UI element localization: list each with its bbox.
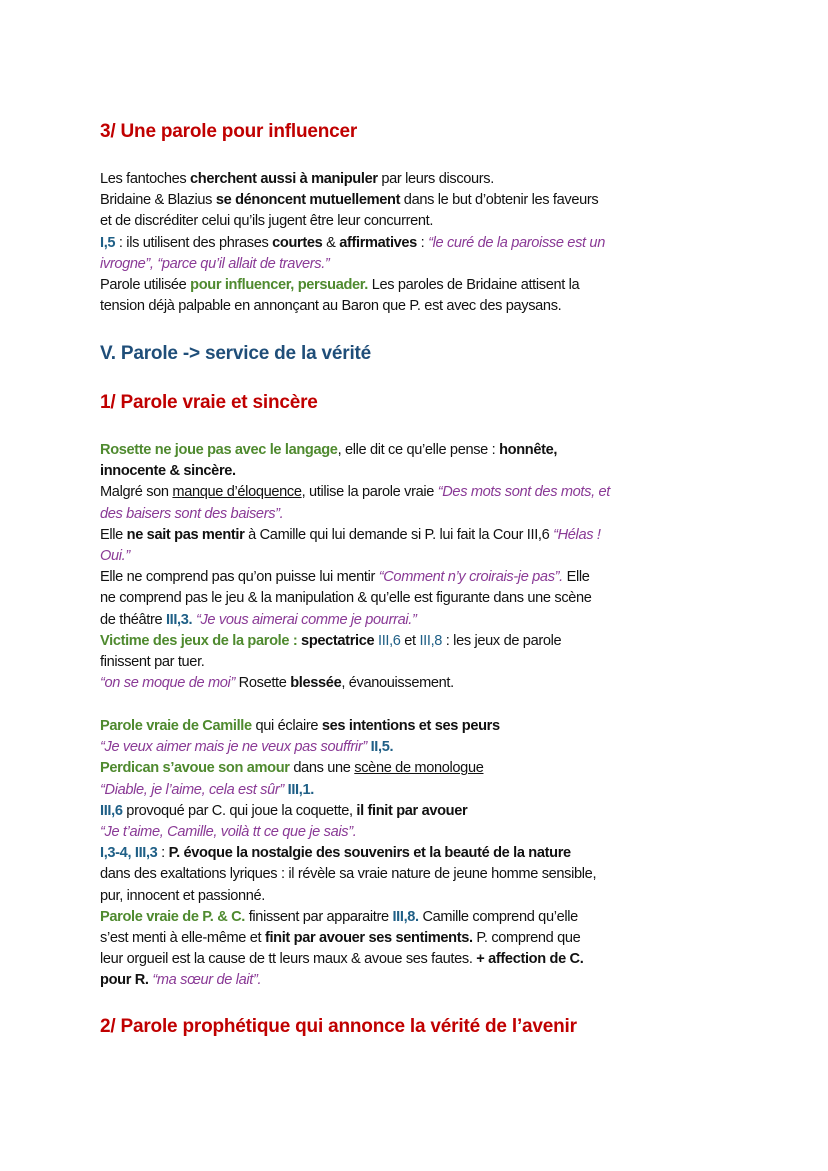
text-run: Elle ne comprend pas qu’on puisse lui mentir — [100, 569, 379, 586]
text-line — [100, 567, 610, 588]
text-line — [100, 631, 610, 652]
text-run: dans des exaltations lyriques : il révèle sa vraie nature de jeune homme sensible, — [100, 866, 597, 883]
quote: “Je veux aimer mais je ne veux pas souffrir” — [100, 739, 367, 756]
text-run: et — [400, 632, 420, 649]
text-line — [100, 254, 605, 275]
text-line — [100, 296, 605, 317]
text-run: Parole vraie de P. & C. — [100, 908, 245, 925]
text-line — [100, 716, 596, 737]
text-line — [100, 461, 610, 482]
text-line — [100, 504, 610, 525]
text-run: Elle — [562, 569, 590, 586]
text-line — [100, 886, 596, 907]
scene-reference: III,1. — [287, 781, 314, 798]
text-line — [100, 482, 610, 503]
text-run: provoqué par C. qui joue la coquette, — [122, 802, 357, 819]
text-run: Les paroles de Bridaine attisent la — [368, 276, 580, 293]
text-line — [100, 801, 596, 822]
text-line — [100, 610, 610, 631]
quote: “le curé de la paroisse est un — [428, 234, 605, 251]
scene-reference: II,5. — [370, 739, 394, 756]
section-heading-parole-prophetique: 2/ Parole prophétique qui annonce la vérité de l’avenir — [100, 1016, 577, 1037]
scene-reference: III,8. — [392, 908, 419, 925]
text-run: + affection de C. — [476, 951, 584, 968]
text-run: finissent par tuer. — [100, 653, 205, 670]
text-run: : — [416, 234, 429, 251]
text-run: : ils utilisent des phrases — [115, 234, 273, 251]
quote: “Diable, je l’aime, cela est sûr” — [100, 781, 284, 798]
text-line — [100, 864, 596, 885]
quote: “on se moque de moi” — [100, 675, 235, 692]
text-line — [100, 758, 596, 779]
text-line — [100, 949, 596, 970]
text-run: de théâtre — [100, 611, 166, 628]
text-run: innocente & sincère. — [100, 463, 236, 480]
text-run: & — [322, 234, 340, 251]
quote: “Comment n’y croirais-je pas”. — [378, 569, 563, 586]
text-run: , évanouissement. — [341, 675, 454, 692]
text-run: honnête, — [499, 442, 558, 458]
text-run: cherchent aussi à manipuler — [190, 171, 378, 187]
text-line — [100, 907, 596, 928]
text-run: Bridaine & Blazius — [100, 192, 216, 209]
text-run: finit par avouer ses sentiments. — [264, 929, 473, 946]
text-run: Camille comprend qu’elle — [418, 908, 578, 925]
quote: des baisers sont des baisers”. — [100, 505, 284, 522]
text-line — [100, 822, 596, 843]
text-run: pour influencer, persuader. — [190, 276, 369, 293]
scene-reference: III,3. — [165, 611, 193, 628]
text-line — [100, 928, 596, 949]
text-run: P. comprend que — [472, 929, 581, 946]
text-run: et de discréditer celui qu’ils jugent être leur concurrent. — [100, 213, 434, 230]
text-run: courtes — [272, 234, 323, 251]
text-run: ne sait pas mentir — [126, 526, 245, 543]
text-line — [100, 673, 610, 694]
text-line — [100, 737, 596, 758]
text-run: dans une — [289, 760, 355, 777]
text-line — [100, 169, 605, 190]
text-run: pour R. — [100, 972, 149, 989]
text-line — [100, 843, 596, 864]
paragraph-influencer — [100, 169, 605, 317]
text-run: spectatrice — [301, 632, 375, 649]
quote: “Des mots sont des mots, et — [437, 484, 610, 501]
text-run: Elle — [100, 526, 127, 543]
text-run: manque d’éloquence — [172, 484, 302, 501]
scene-reference: III,8 — [419, 632, 443, 649]
text-run: leur orgueil est la cause de tt leurs maux & avoue ses fautes. — [100, 951, 477, 968]
text-run: Malgré son — [100, 484, 173, 501]
text-line — [100, 970, 596, 991]
quote: ivrogne”, “parce qu’il allait de travers.” — [100, 255, 330, 272]
text-run: Perdican s’avoue son amour — [100, 760, 290, 777]
text-run: s’est menti à elle-même et — [100, 929, 265, 946]
text-run: qui éclaire — [251, 718, 322, 734]
text-line — [100, 190, 605, 211]
text-run: Victime des jeux de la parole : — [100, 632, 302, 649]
text-run: ses intentions et ses peurs — [321, 718, 500, 734]
text-line — [100, 780, 596, 801]
text-run: : les jeux de parole — [442, 632, 562, 649]
section-heading-parole-vraie: 1/ Parole vraie et sincère — [100, 392, 318, 413]
text-run: Rosette — [234, 675, 291, 692]
quote: “Je vous aimerai comme je pourrai.” — [195, 611, 417, 628]
text-run: Parole vraie de Camille — [100, 718, 252, 734]
chapter-heading-verite: V. Parole -> service de la vérité — [100, 343, 372, 364]
text-line — [100, 440, 610, 461]
paragraph-rosette — [100, 440, 610, 694]
text-run: Rosette ne joue pas avec le langage — [100, 442, 338, 458]
text-run: , elle dit ce qu’elle pense : — [337, 442, 500, 458]
text-run: tension déjà palpable en annonçant au Baron que P. est avec des paysans. — [100, 298, 562, 315]
text-run: pur, innocent et passionné. — [100, 887, 265, 904]
text-line — [100, 588, 610, 609]
text-run: se dénoncent mutuellement — [215, 192, 401, 209]
scene-reference: I,3-4, III,3 — [100, 845, 158, 862]
text-line — [100, 275, 605, 296]
text-run: à Camille qui lui demande si P. lui fait la Cour III,6 — [244, 526, 554, 543]
text-run: Les fantoches — [100, 171, 191, 187]
text-run: par leurs discours. — [377, 171, 494, 187]
scene-reference: III,6 — [377, 632, 401, 649]
quote: “Je t’aime, Camille, voilà tt ce que je sais”. — [100, 823, 357, 840]
scene-reference: I,5 — [100, 234, 116, 251]
text-run: il finit par avouer — [356, 802, 468, 819]
text-line — [100, 546, 610, 567]
text-line — [100, 652, 610, 673]
scene-reference: III,6 — [100, 802, 123, 819]
quote: “Hélas ! — [553, 526, 601, 543]
text-run: : — [157, 845, 169, 862]
text-line — [100, 525, 610, 546]
text-run: , utilise la parole vraie — [301, 484, 438, 501]
text-run: dans le but d’obtenir les faveurs — [400, 192, 599, 209]
text-line — [100, 233, 605, 254]
quote: Oui.” — [100, 547, 130, 564]
text-run: scène de monologue — [354, 760, 484, 777]
paragraph-camille-perdican — [100, 716, 596, 991]
text-run: finissent par apparaitre — [245, 908, 393, 925]
text-run: affirmatives — [339, 234, 417, 251]
text-run: ne comprend pas le jeu & la manipulation & qu’elle est figurante dans une scène — [100, 590, 592, 607]
section-heading-influencer: 3/ Une parole pour influencer — [100, 121, 358, 142]
text-run: P. évoque la nostalgie des souvenirs et la beauté de la nature — [168, 845, 571, 862]
quote: “ma sœur de lait”. — [152, 972, 262, 989]
text-run: Parole utilisée — [100, 276, 191, 293]
text-run: blessée — [290, 675, 342, 692]
text-line — [100, 211, 605, 232]
